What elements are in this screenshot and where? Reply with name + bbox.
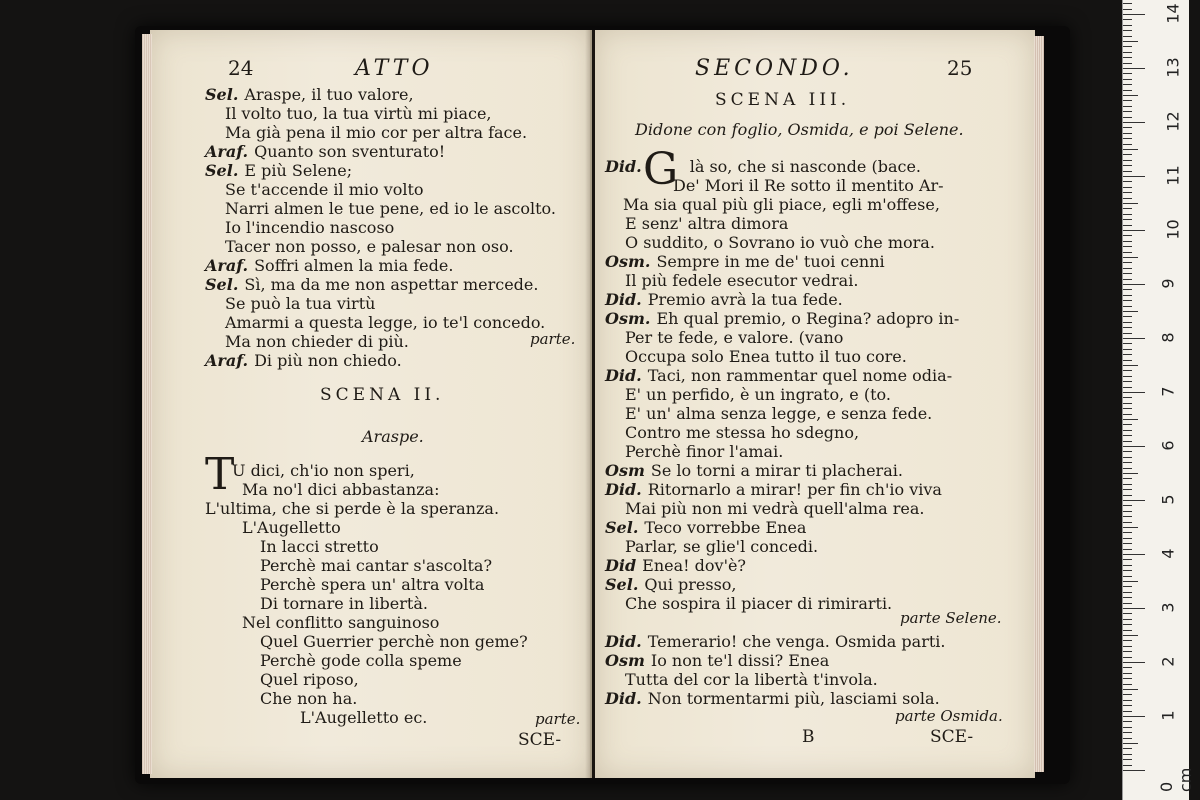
ruler-tick [1123, 549, 1132, 550]
line-text: O suddito, o Sovrano io vuò che mora. [625, 233, 935, 252]
ruler-tick [1123, 711, 1132, 712]
ruler-tick [1123, 543, 1132, 544]
ruler-tick [1123, 279, 1132, 280]
ruler-tick [1123, 754, 1132, 755]
right-line [605, 576, 737, 594]
aria-line: Quel riposo, [260, 670, 359, 689]
line-text: Non tormentarmi più, lasciami sola. [647, 689, 940, 708]
line-text: E' un' alma senza legge, e senza fede. [625, 404, 933, 423]
ruler-tick [1123, 106, 1132, 107]
ruler-tick [1123, 246, 1132, 247]
line-text: Ma non chieder di più. [225, 332, 409, 351]
ruler-tick [1123, 430, 1132, 431]
ruler-tick [1123, 192, 1132, 193]
left-line [205, 86, 414, 104]
left-line [225, 181, 424, 199]
line-text: là so, che si nasconde (bace. [689, 157, 921, 176]
line-text: Che sospira il piacer di rimirarti. [625, 594, 893, 613]
ruler-tick [1123, 133, 1132, 134]
ruler-tick [1123, 354, 1132, 355]
ruler-tick [1123, 538, 1132, 539]
ruler-tick [1123, 117, 1132, 118]
ruler-tick [1123, 127, 1132, 128]
line-text: Di più non chiedo. [254, 351, 402, 370]
ruler-tick [1123, 435, 1132, 436]
ruler-tick [1123, 14, 1145, 15]
speaker-label: Did. [605, 157, 642, 176]
line-text: Premio avrà la tua fede. [647, 290, 843, 309]
line-text: E' un perfido, è un ingrato, e (to. [625, 385, 891, 404]
speaker-label: Sel. [205, 275, 239, 294]
line-text: Temerario! che venga. Osmida parti. [647, 632, 946, 651]
line-text: Qui presso, [644, 575, 737, 594]
ruler-tick [1123, 559, 1132, 560]
right-page [595, 30, 1035, 778]
right-exit-note-1: parte Selene. [900, 609, 1002, 627]
line-text: Ma già pena il mio cor per altra face. [225, 123, 528, 142]
ruler-tick [1123, 424, 1132, 425]
ruler-tick [1123, 235, 1132, 236]
ruler-number: 5 [1158, 494, 1178, 505]
ruler-tick [1123, 397, 1132, 398]
ruler-tick [1123, 122, 1145, 123]
right-page-number: 25 [947, 56, 973, 80]
ruler-tick [1123, 403, 1132, 404]
ruler-tick [1123, 57, 1132, 58]
ruler-tick [1123, 52, 1132, 53]
aria-line: Di tornare in libertà. [260, 594, 428, 613]
ruler-number: 4 [1158, 548, 1178, 559]
line-text: Ritornarlo a mirar! per fin ch'io viva [647, 480, 942, 499]
ruler-tick [1123, 262, 1132, 263]
ruler-tick [1123, 365, 1138, 366]
ruler-tick [1123, 743, 1138, 744]
ruler-tick [1123, 100, 1132, 101]
right-scene-title: SCENA III. [715, 90, 851, 110]
aria-line: Che non ha. [260, 689, 358, 708]
right-line [605, 367, 952, 385]
line-text: Narri almen le tue pene, ed io le ascolto. [225, 199, 556, 218]
aria-line: Perchè gode colla speme [260, 651, 462, 670]
left-exit-note-1: parte. [530, 330, 576, 348]
ruler-tick [1123, 316, 1132, 317]
right-line [605, 253, 885, 271]
aria-line: Perchè mai cantar s'ascolta? [260, 556, 493, 575]
ruler-tick [1123, 408, 1132, 409]
measurement-ruler [1122, 0, 1195, 800]
ruler-tick [1123, 576, 1132, 577]
ruler-tick [1123, 592, 1132, 593]
ruler-tick [1123, 203, 1138, 204]
aria-line: L'Augelletto [242, 518, 341, 537]
ruler-tick [1123, 187, 1132, 188]
ruler-tick [1123, 678, 1132, 679]
left-line [205, 276, 538, 294]
ruler-tick [1123, 608, 1145, 609]
right-line [605, 158, 921, 176]
ruler-tick [1123, 613, 1132, 614]
left-catchword: SCE- [518, 730, 562, 750]
line-text: Sì, ma da me non aspettar mercede. [244, 275, 539, 294]
left-line [205, 257, 453, 275]
left-line [225, 238, 514, 256]
right-line [625, 443, 783, 461]
ruler-tick [1123, 241, 1132, 242]
right-line [625, 215, 788, 233]
line-text: Quanto son sventurato! [254, 142, 446, 161]
line-text: Occupa solo Enea tutto il tuo core. [625, 347, 907, 366]
left-line [225, 124, 527, 142]
right-line [625, 272, 858, 290]
aria-line: Perchè spera un' altra volta [260, 575, 485, 594]
right-line [625, 595, 892, 613]
right-line [623, 196, 940, 214]
speaker-label: Osm. [605, 252, 651, 271]
ruler-tick [1123, 765, 1132, 766]
left-line [225, 200, 556, 218]
left-line [205, 162, 352, 180]
ruler-tick [1123, 284, 1145, 285]
ruler-number: 8 [1158, 332, 1178, 343]
ruler-number: 0 cm [1157, 767, 1195, 792]
ruler-tick [1123, 36, 1132, 37]
speaker-label: Did [605, 556, 637, 575]
ruler-tick [1123, 392, 1145, 393]
ruler-tick [1123, 700, 1132, 701]
ruler-tick [1123, 289, 1132, 290]
ruler-tick [1123, 457, 1132, 458]
speaker-label: Sel. [605, 575, 639, 594]
line-text: Soffri almen la mia fede. [254, 256, 454, 275]
ruler-tick [1123, 338, 1145, 339]
ruler-tick [1123, 225, 1132, 226]
ruler-tick [1123, 500, 1145, 501]
line-text: Se può la tua virtù [225, 294, 376, 313]
ruler-tick [1123, 219, 1132, 220]
ruler-tick [1123, 684, 1132, 685]
ruler-tick [1123, 468, 1132, 469]
left-drop-cap: T [205, 449, 235, 500]
ruler-tick [1123, 565, 1132, 566]
ruler-number: 13 [1163, 57, 1183, 78]
line-text: Il volto tuo, la tua virtù mi piace, [225, 104, 492, 123]
ruler-number: 9 [1158, 278, 1178, 289]
ruler-tick [1123, 581, 1138, 582]
ruler-number: 6 [1158, 440, 1178, 451]
ruler-tick [1123, 349, 1132, 350]
right-line [605, 519, 806, 537]
ruler-tick [1123, 651, 1132, 652]
ruler-tick [1123, 630, 1132, 631]
ruler-tick [1123, 727, 1132, 728]
ruler-tick [1123, 511, 1132, 512]
ruler-tick [1123, 273, 1132, 274]
speaker-label: Did. [605, 689, 642, 708]
ruler-tick [1123, 532, 1132, 533]
ruler-tick [1123, 705, 1132, 706]
ruler-tick [1123, 149, 1138, 150]
ruler-tick [1123, 181, 1132, 182]
ruler-tick [1123, 252, 1132, 253]
ruler-tick [1123, 624, 1132, 625]
ruler-tick [1123, 716, 1145, 717]
ruler-tick [1123, 657, 1132, 658]
right-line [625, 348, 907, 366]
ruler-tick [1123, 160, 1132, 161]
right-drop-cap: G [643, 144, 679, 195]
left-line [225, 295, 375, 313]
right-exit-note-2: parte Osmida. [895, 707, 1003, 725]
ruler-tick [1123, 165, 1132, 166]
line-text: Tutta del cor la libertà t'invola. [625, 670, 878, 689]
speaker-label: Osm. [605, 309, 651, 328]
line-text: Io non te'l dissi? Enea [650, 651, 830, 670]
line-text: Araspe, il tuo valore, [244, 85, 414, 104]
ruler-tick [1123, 419, 1138, 420]
line-text: Mai più non mi vedrà quell'alma rea. [625, 499, 925, 518]
left-line [225, 333, 409, 351]
right-line [625, 671, 878, 689]
aria-line: Nel conflitto sanguinoso [242, 613, 440, 632]
left-page-number: 24 [228, 56, 254, 80]
ruler-tick [1123, 527, 1138, 528]
ruler-tick [1123, 306, 1132, 307]
aria-line: Quel Guerrier perchè non geme? [260, 632, 528, 651]
right-line [625, 500, 924, 518]
ruler-tick [1123, 516, 1132, 517]
ruler-tick [1123, 3, 1132, 4]
speaker-label: Osm [605, 461, 645, 480]
ruler-tick [1123, 597, 1132, 598]
ruler-tick [1123, 171, 1132, 172]
line-text: Il più fedele esecutor vedrai. [625, 271, 859, 290]
aria-line: In lacci stretto [260, 537, 379, 556]
ruler-tick [1123, 41, 1138, 42]
right-line [605, 481, 942, 499]
ruler-tick [1123, 154, 1132, 155]
line-text: Contro me stessa ho sdegno, [625, 423, 860, 442]
ruler-tick [1123, 635, 1138, 636]
speaker-label: Did. [605, 290, 642, 309]
ruler-tick [1123, 73, 1132, 74]
speaker-label: Araf. [205, 256, 249, 275]
ruler-tick [1123, 376, 1132, 377]
ruler-number: 14 [1163, 3, 1183, 24]
ruler-tick [1123, 522, 1132, 523]
speaker-label: Sel. [205, 161, 239, 180]
ruler-tick [1123, 732, 1132, 733]
ruler-tick [1123, 79, 1132, 80]
right-line [605, 690, 940, 708]
ruler-tick [1123, 603, 1132, 604]
ruler-tick [1123, 484, 1132, 485]
speaker-label: Araf. [205, 142, 249, 161]
ruler-tick [1123, 505, 1132, 506]
ruler-tick [1123, 381, 1132, 382]
speaker-label: Did. [605, 480, 642, 499]
ruler-tick [1123, 748, 1132, 749]
ruler-tick [1123, 9, 1132, 10]
right-line [625, 386, 891, 404]
ruler-tick [1123, 30, 1132, 31]
ruler-tick [1123, 619, 1132, 620]
left-running-head: ATTO [355, 56, 434, 81]
speaker-label: Osm [605, 651, 645, 670]
line-text: E senz' altra dimora [625, 214, 789, 233]
ruler-tick [1123, 25, 1132, 26]
ruler-tick [1123, 68, 1145, 69]
right-line [605, 557, 746, 575]
ruler-tick [1123, 311, 1138, 312]
right-stage-direction: Didone con foglio, Osmida, e poi Selene. [635, 120, 964, 139]
ruler-number: 10 [1163, 219, 1183, 240]
ruler-tick [1123, 208, 1132, 209]
line-text: Taci, non rammentar quel nome odia- [647, 366, 953, 385]
ruler-tick [1123, 738, 1132, 739]
left-exit-note-2: parte. [535, 710, 581, 728]
ruler-tick [1123, 554, 1145, 555]
line-text: Se lo torni a mirar ti placherai. [650, 461, 903, 480]
ruler-tick [1123, 333, 1132, 334]
speaker-label: Araf. [205, 351, 249, 370]
left-line [205, 143, 445, 161]
line-text: Io l'incendio nascoso [225, 218, 395, 237]
ruler-number: 11 [1163, 165, 1183, 186]
ruler-tick [1123, 90, 1132, 91]
ruler-tick [1123, 214, 1132, 215]
right-signature-mark: B [802, 727, 815, 747]
speaker-label: Sel. [605, 518, 639, 537]
ruler-tick [1123, 176, 1145, 177]
ruler-tick [1123, 327, 1132, 328]
ruler-tick [1123, 111, 1132, 112]
ruler-tick [1123, 414, 1132, 415]
ruler-tick [1123, 257, 1138, 258]
left-scene-character: Araspe. [362, 427, 424, 446]
ruler-tick [1123, 230, 1145, 231]
speaker-label: Did. [605, 632, 642, 651]
line-text: Perchè finor l'amai. [625, 442, 784, 461]
right-line [625, 424, 859, 442]
ruler-tick [1123, 63, 1132, 64]
ruler-number: 2 [1158, 656, 1178, 667]
line-text: E più Selene; [244, 161, 353, 180]
ruler-tick [1123, 586, 1132, 587]
ruler-tick [1123, 646, 1132, 647]
right-line [605, 310, 959, 328]
left-line [225, 219, 394, 237]
ruler-tick [1123, 343, 1132, 344]
speaker-label: Sel. [205, 85, 239, 104]
line-text: Per te fede, e valore. (vano [625, 328, 844, 347]
line-text: Se t'accende il mio volto [225, 180, 424, 199]
right-line [625, 405, 932, 423]
ruler-tick [1123, 46, 1132, 47]
ruler-tick [1123, 689, 1138, 690]
right-line [605, 633, 946, 651]
ruler-tick [1123, 759, 1132, 760]
ruler-tick [1123, 198, 1132, 199]
ruler-tick [1123, 462, 1132, 463]
right-line [625, 234, 935, 252]
aria-line: Ma no'l dici abbastanza: [242, 480, 440, 499]
ruler-tick [1123, 770, 1145, 771]
ruler-tick [1123, 95, 1138, 96]
ruler-tick [1123, 721, 1132, 722]
left-scene-title: SCENA II. [320, 385, 445, 405]
ruler-tick [1123, 360, 1132, 361]
ruler-tick [1123, 495, 1132, 496]
ruler-tick [1123, 673, 1132, 674]
ruler-tick [1123, 300, 1132, 301]
line-text: De' Mori il Re sotto il mentito Ar- [673, 176, 944, 195]
ruler-tick [1123, 489, 1132, 490]
ruler-number: 1 [1158, 710, 1178, 721]
ruler-tick [1123, 84, 1132, 85]
speaker-label: Did. [605, 366, 642, 385]
ruler-tick [1123, 268, 1132, 269]
ruler-tick [1123, 295, 1132, 296]
line-text: Ma sia qual più gli piace, egli m'offese, [623, 195, 940, 214]
line-text: Amarmi a questa legge, io te'l concedo. [225, 313, 546, 332]
ruler-tick [1123, 370, 1132, 371]
ruler-tick [1123, 640, 1132, 641]
right-line [605, 462, 903, 480]
left-line [225, 314, 545, 332]
ruler-number: 7 [1158, 386, 1178, 397]
aria-line: L'Augelletto ec. [300, 708, 428, 727]
left-page [150, 30, 592, 778]
right-line [673, 177, 944, 195]
line-text: Enea! dov'è? [642, 556, 747, 575]
ruler-tick [1123, 662, 1145, 663]
ruler-number: 3 [1158, 602, 1178, 613]
left-line [205, 352, 402, 370]
ruler-tick [1123, 322, 1132, 323]
ruler-tick [1123, 387, 1132, 388]
ruler-tick [1123, 144, 1132, 145]
ruler-tick [1123, 451, 1132, 452]
ruler-tick [1123, 478, 1132, 479]
line-text: Teco vorrebbe Enea [644, 518, 807, 537]
right-line [605, 291, 843, 309]
ruler-tick [1123, 446, 1145, 447]
right-line [625, 538, 818, 556]
aria-line: U dici, ch'io non speri, [232, 461, 415, 480]
right-catchword: SCE- [930, 727, 974, 747]
aria-line: L'ultima, che si perde è la speranza. [205, 499, 500, 518]
right-line [605, 652, 829, 670]
right-running-head: SECONDO. [695, 56, 854, 81]
ruler-tick [1123, 570, 1132, 571]
line-text: Parlar, se glie'l concedi. [625, 537, 819, 556]
ruler-tick [1123, 19, 1132, 20]
line-text: Eh qual premio, o Regina? adopro in- [656, 309, 960, 328]
ruler-tick [1123, 138, 1132, 139]
left-line [225, 105, 492, 123]
line-text: Tacer non posso, e palesar non oso. [225, 237, 514, 256]
ruler-tick [1123, 667, 1132, 668]
ruler-tick [1123, 441, 1132, 442]
ruler-tick [1123, 473, 1138, 474]
ruler-number: 12 [1163, 111, 1183, 132]
line-text: Sempre in me de' tuoi cenni [656, 252, 885, 271]
ruler-tick [1123, 694, 1132, 695]
right-line [625, 329, 843, 347]
